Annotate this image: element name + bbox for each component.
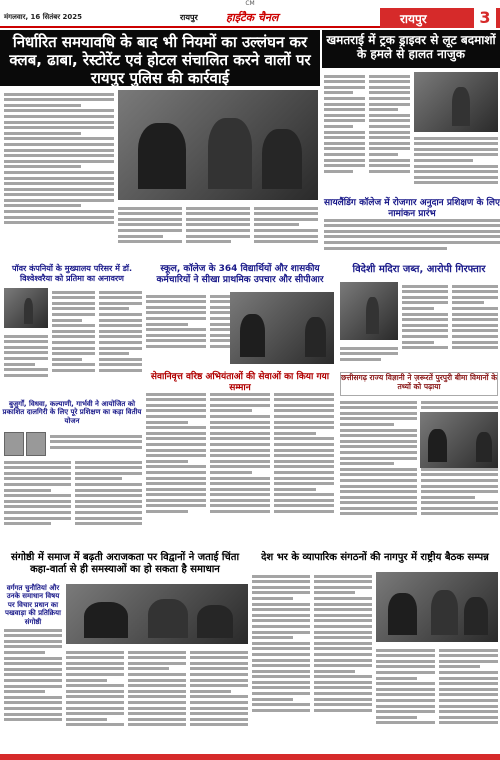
bottom-left-body-2 (66, 648, 248, 752)
main-right-photo (414, 72, 498, 132)
official-photo-2 (26, 432, 46, 456)
center-mid-body (146, 390, 334, 550)
main-left-photo (118, 90, 318, 200)
bottom-left-body-1 (4, 626, 62, 752)
right-mid-body-2 (340, 344, 398, 368)
left-sub1-body-2 (4, 332, 48, 396)
footer-bar (0, 754, 500, 760)
main-right-headline: खमतराई में ट्रक ड्राइवर से लूट बदमाशों के हमले से हालत नाजुक (322, 30, 500, 68)
page-top-mark: CM (245, 0, 255, 7)
left-sub2-body (4, 458, 142, 550)
right-box-photo (420, 412, 498, 468)
bottom-right-headline: देश भर के व्यापारिक संगठनों की नागपुर में राष्ट्रीय बैठक सम्पन्न (261, 552, 489, 563)
bottom-left-quote: वर्गगत चुनौतियां और उनके समाधान विषय पर विचार प्रधान का पखवाड़ा की प्रतिक्रिया संगोष्ठी (5, 584, 61, 626)
left-sub1-headline: पॉवर कंपनियों के मुख्यालय परिसर में डॉ. विश्वेश्वरैया को प्रतिमा का अनावरण (11, 264, 133, 283)
right-mid-headline: विदेशी मदिरा जब्त, आरोपी गिरफ्तार (352, 264, 486, 275)
right-mid-body (402, 282, 498, 366)
brand-logo: हाईटैक चैनल (226, 11, 279, 24)
right-sub-body (324, 216, 500, 262)
left-sub1-body (52, 288, 142, 396)
center-mid-headline: सेवानिवृत्त वरिष्ठ अभियंताओं की सेवाओं का किया गया सम्मान (150, 372, 330, 393)
meeting-photo (376, 572, 498, 642)
section-tag (380, 8, 500, 28)
section-city: रायपुर (400, 12, 427, 26)
main-right-body-2 (414, 134, 498, 198)
main-left-headline: निर्धारित समयावधि के बाद भी नियमों का उल्लंघन कर क्लब, ढाबा, रेस्टोरेंट एवं होटल संचालित करने वालों पर रायपुर पुलिस की कार्रवाई (0, 30, 320, 86)
left-sub2-headline: बुजुर्गों, विधवा, कल्याणी, गार्भवी ने आयोजित को प्रकाशित दालगिरी के लिए पूरे प्रशिक्षण का कड़ा वितीय योजन (2, 400, 142, 425)
main-left-body (4, 90, 114, 250)
main-left-body-2 (118, 204, 318, 260)
liquor-photo (340, 282, 398, 340)
masthead (0, 8, 500, 28)
official-photo-1 (4, 432, 24, 456)
page-number: 3 (474, 8, 496, 28)
right-sub-headline: सायलैंडिंग कॉलेज में रोजगार अनुदान प्रशिक्षण के लिए नामांकन प्रारंभ (324, 198, 500, 219)
center-sub-headline: स्कूल, कॉलेज के 364 विद्यार्थियों और शासकीय कर्मचारियों ने सीखा प्राथमिक उपचार और सीपीआर (156, 264, 324, 285)
seminar-photo (66, 584, 248, 644)
statue-photo (4, 288, 48, 328)
left-sub2-body-top (50, 432, 142, 456)
main-right-body (324, 72, 410, 196)
issue-date: मंगलवार, 16 सितंबर 2025 (4, 13, 83, 21)
bottom-right-body-2 (376, 646, 498, 752)
cpr-training-photo (230, 292, 334, 364)
bottom-right-body-1 (252, 572, 372, 752)
bottom-left-headline: संगोष्ठी में समाज में बढ़ती अराजकता पर विद्वानों ने जताई चिंता कहा-वार्ता से ही समस्याओं का हो सकता है समाधान (10, 552, 240, 575)
right-box-headline: छत्तीसगढ़ राज्य विज्ञानी ने ज़रूरतें पुरपुरी बीमा विमानों के तथ्यों को पढ़ाया (340, 372, 498, 396)
edition-city: रायपुर (180, 13, 198, 22)
